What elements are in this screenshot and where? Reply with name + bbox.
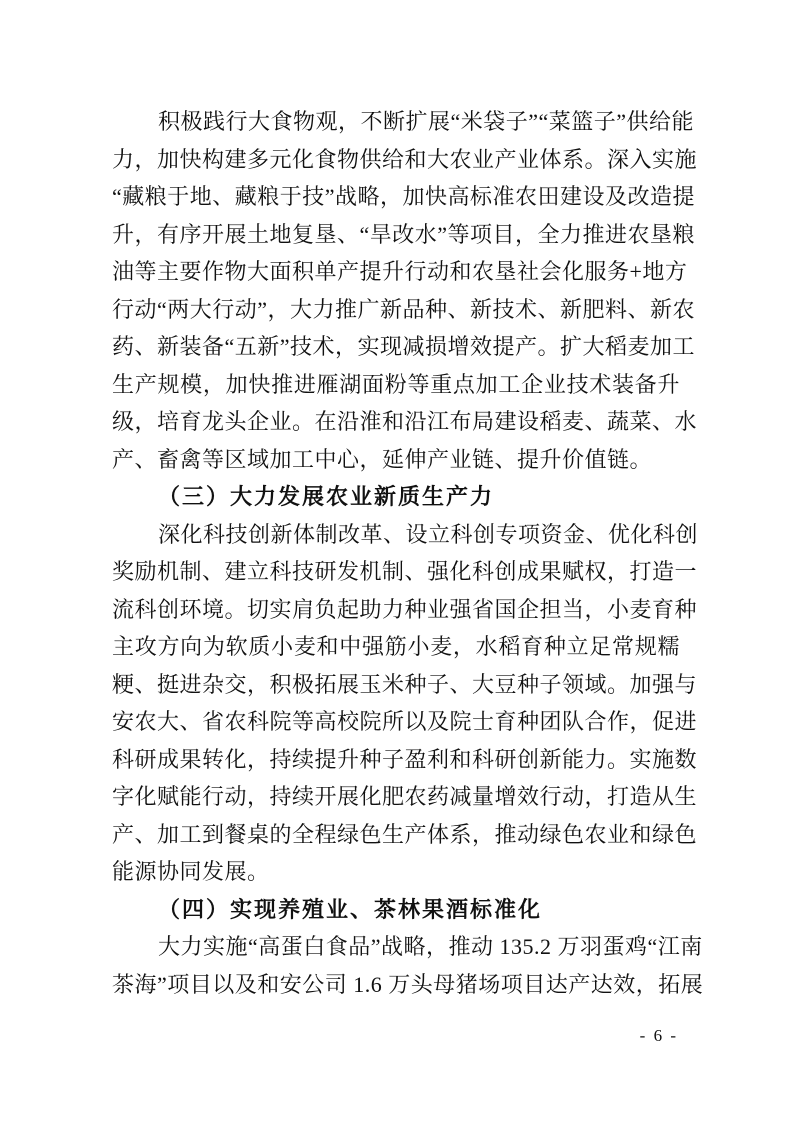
text-line: 级，培育龙头企业。在沿淮和沿江布局建设稻麦、蔬菜、水 [112,409,698,434]
text-line: 力，加快构建多元化食物供给和大农业产业体系。深入实施 [112,146,698,172]
text-line: 大力实施“高蛋白食品”战略，推动 135.2 万羽蛋鸡“江南 [158,934,703,959]
text-line: 生产规模，加快推进雁湖面粉等重点加工企业技术装备升 [112,371,680,397]
text-line: 产、畜禽等区域加工中心，延伸产业链、提升价值链。 [112,446,653,472]
text-line: 字化赋能行动，持续开展化肥农药减量增效行动，打造从生 [112,784,698,809]
text-line: 行动“两大行动”，大力推广新品种、新技术、新肥料、新农 [112,296,696,322]
text-line: 安农大、省农科院等高校院所以及院士育种团队合作，促进 [112,709,698,734]
text-line: 产、加工到餐桌的全程绿色生产体系，推动绿色农业和绿色 [112,821,698,847]
text-line: “藏粮于地、藏粮于技”战略，加快高标准农田建设及改造提 [112,184,696,209]
text-line: 科研成果转化，持续提升种子盈利和科研创新能力。实施数 [112,746,698,772]
text-line: 茶海”项目以及和安公司 1.6 万头母猪场项目达产达效，拓展 [112,971,704,997]
text-line: 油等主要作物大面积单产提升行动和农垦社会化服务+地方 [112,259,688,284]
text-line: 升，有序开展土地复垦、“旱改水”等项目，全力推进农垦粮 [112,221,696,247]
text-line: 深化科技创新体制改革、设立科创专项资金、优化科创 [158,521,699,547]
text-line: 粳、挺进杂交，积极拓展玉米种子、大豆种子领域。加强与 [112,671,698,697]
document-body [112,103,704,1003]
text-line: 流科创环境。切实肩负起助力种业强省国企担当，小麦育种 [112,596,698,622]
section-heading: （三）大力发展农业新质生产力 [158,484,495,509]
text-line: 能源协同发展。 [112,859,270,884]
text-line: 积极践行大食物观，不断扩展“米袋子”“菜篮子”供给能 [158,109,695,134]
section-heading: （四）实现养殖业、茶林果酒标准化 [158,896,543,922]
text-line: 药、新装备“五新”技术，实现减损增效提产。扩大稻麦加工 [112,334,696,359]
text-line: 奖励机制、建立科技研发机制、强化科创成果赋权，打造一 [112,559,698,584]
page-number: - 6 - [639,1026,678,1045]
text-line: 主攻方向为软质小麦和中强筋小麦，水稻育种立足常规糯 [112,634,680,659]
